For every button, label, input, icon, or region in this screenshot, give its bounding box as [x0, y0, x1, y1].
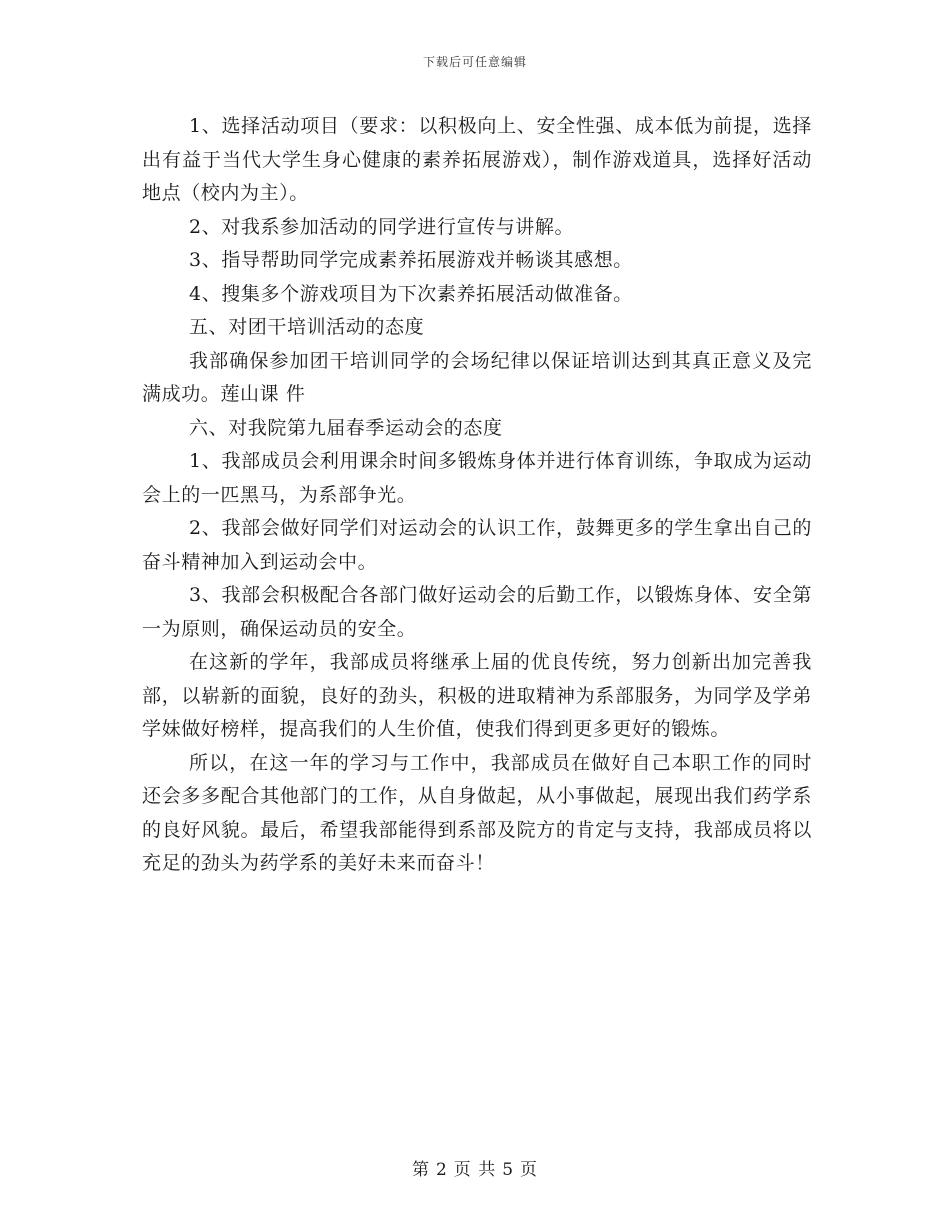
- section-heading-5: 五、对团干培训活动的态度: [189, 316, 425, 338]
- paragraph-1: 1、选择活动项目（要求：以积极向上、安全性强、成本低为前提，选择出有益于当代大学生身心健康的素养拓展游戏），制作游戏道具，选择好活动地点（校内为主）。: [142, 115, 812, 204]
- page-prefix: 第: [411, 1160, 430, 1180]
- page-current: 2: [435, 1160, 448, 1180]
- paragraph-6: 我部确保参加团干培训同学的会场纪律以保证培训达到其真正意义及完满成功。莲山课 件: [142, 349, 812, 405]
- section-heading-6: 六、对我院第九届春季运动会的态度: [189, 416, 503, 439]
- page-total: 5: [502, 1160, 515, 1180]
- page-suffix: 页: [520, 1160, 539, 1180]
- paragraph-2: 2、对我系参加活动的同学进行宣传与讲解。: [189, 215, 575, 238]
- page-header: 下载后可任意编辑: [422, 55, 527, 69]
- page-mid: 页 共: [453, 1160, 497, 1180]
- paragraph-3: 3、指导帮助同学完成素养拓展游戏并畅谈其感想。: [189, 249, 633, 271]
- paragraph-11: 在这新的学年，我部成员将继承上届的优良传统，努力创新出加完善我部，以崭新的面貌，良好的劲头，积极的进取精神为系部服务，为同学及学弟学妹做好榜样，提高我们的人生价值，使我们得到更多更好的锻炼。: [142, 651, 812, 740]
- paragraph-8: 1、我部成员会利用课余时间多锻炼身体并进行体育训练，争取成为运动会上的一匹黑马，为系部争光。: [142, 450, 812, 506]
- paragraph-9: 2、我部会做好同学们对运动会的认识工作，鼓舞更多的学生拿出自己的奋斗精神加入到运动会中。: [142, 517, 812, 573]
- paragraph-4: 4、搜集多个游戏项目为下次素养拓展活动做准备。: [189, 282, 633, 305]
- page-footer: [0, 1155, 950, 1180]
- paragraph-10: 3、我部会积极配合各部门做好运动会的后勤工作，以锻炼身体、安全第一为原则，确保运动员的安全。: [142, 584, 812, 640]
- paragraph-12: 所以，在这一年的学习与工作中，我部成员在做好自己本职工作的同时还会多多配合其他部门的工作，从自身做起，从小事做起，展现出我们药学系的良好风貌。最后，希望我部能得到系部及院方的肯定与支持，我部成员将以充足的劲头为药学系的美好未来而奋斗！: [142, 751, 812, 874]
- document-body: [142, 110, 812, 881]
